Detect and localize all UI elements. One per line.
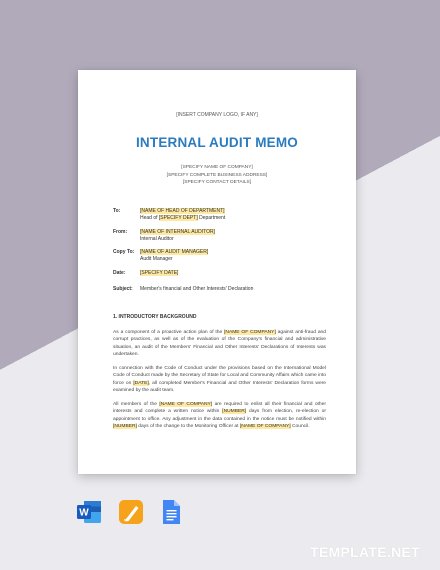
from-name: [NAME OF INTERNAL AUDITOR] (140, 229, 216, 235)
google-docs-icon[interactable] (157, 498, 185, 526)
paragraph-2: In connection with the Code of Conduct under the provisions based on the International Model Code of Conduct made by the Secretary of State for Local and Community Affairs which came into force on [DATE], all completed Member's Financial and Other Interests' Declaration forms were examined by the audit team. (113, 366, 327, 394)
from-title: Internal Auditor (140, 235, 174, 242)
copy-to-name: [NAME OF AUDIT MANAGER] (140, 249, 209, 255)
subject-value: Member's financial and Other Interests' Declaration (140, 286, 254, 292)
document-page (78, 70, 356, 474)
date-value: [SPECIFY DATE] (140, 270, 179, 276)
from-label: From: (113, 229, 128, 235)
to-title: Head of [SPECIFY DEPT] Department (140, 214, 226, 221)
company-contact: [SPECIFY CONTACT DETAILS] (182, 180, 252, 186)
subject-label: Subject: (113, 286, 133, 292)
brand-watermark: TEMPLATE.NET (310, 544, 420, 560)
page-title: INTERNAL AUDIT MEMO (135, 135, 299, 150)
copy-to-title: Audit Manager (140, 255, 173, 262)
copy-to-label: Copy To: (113, 249, 135, 255)
paragraph-3: All members of the [NAME OF COMPANY] are required to enlist all their financial and other interests and complete a written notice within [NUMBER] days from election, re-election or appointment to office. Any adjustment in the data contained in the notice must be notified within [NUMBER] days of the change to the Monitoring Officer at [NAME OF COMPANY] Council. (113, 402, 326, 430)
word-icon[interactable] (75, 498, 103, 526)
logo-placeholder: [INSERT COMPANY LOGO, IF ANY] (176, 112, 258, 118)
to-label: To: (113, 208, 121, 214)
company-name: [SPECIFY NAME OF COMPANY] (181, 165, 253, 170)
company-address: [SPECIFY COMPLETE BUSINESS ADDRESS] (166, 172, 268, 178)
svg-text:W: W (79, 507, 89, 519)
date-label: Date: (113, 270, 126, 276)
section-heading: 1. INTRODUCTORY BACKGROUND (113, 314, 197, 320)
company-details (78, 164, 356, 187)
paragraph-1: As a component of a proactive action plan of the [NAME OF COMPANY] against anti-fraud and corrupt practices, as well as of the evaluation of the Company's financial and administrative situation, an audit of the Members' Financial and Other Interests' Declarations of Interests was undertaken. (113, 330, 326, 358)
to-name: [NAME OF HEAD OF DEPARTMENT] (140, 208, 225, 214)
pages-icon[interactable] (117, 498, 145, 526)
